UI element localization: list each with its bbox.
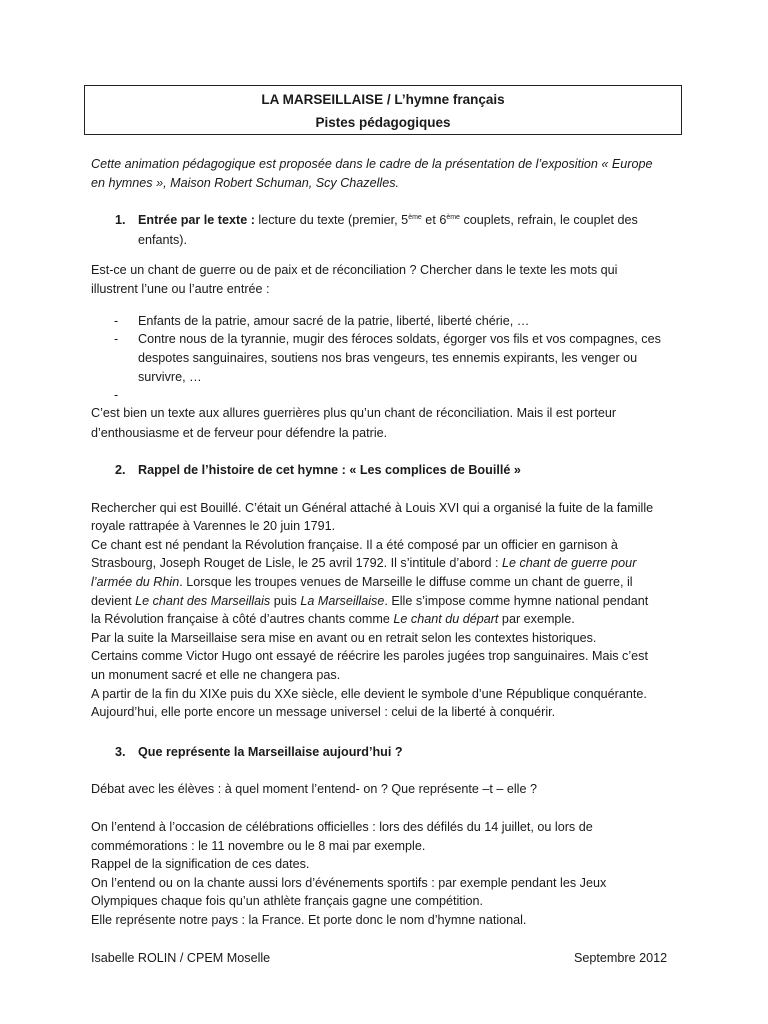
section-1-heading-line-2: enfants). — [138, 233, 188, 247]
bullet-2-line-3: survivre, … — [138, 370, 202, 384]
sup-2: ème — [446, 214, 460, 221]
bullet-1: Enfants de la patrie, amour sacré de la patrie, liberté, liberté chérie, … — [138, 314, 530, 328]
s2-line-12: Aujourd’hui, elle porte encore un message universel : celui de la liberté à conquérir. — [91, 705, 556, 719]
bullet-dash-2: - — [114, 332, 119, 346]
s2-line-11: A partir de la fin du XIXe puis du XXe siècle, elle devient le symbole d’une République conquérante. — [91, 687, 647, 701]
section-3-number: 3. — [115, 745, 126, 759]
s2-line-6 — [91, 592, 648, 610]
intro-line-2: en hymnes », Maison Robert Schuman, Scy Chazelles. — [91, 176, 399, 190]
document-title: LA MARSEILLAISE / L’hymne français — [261, 92, 505, 107]
s2-line-7c: par exemple. — [498, 612, 575, 626]
s2-line-6c: puis — [270, 594, 301, 608]
s3-line-2: commémorations : le 11 novembre ou le 8 mai par exemple. — [91, 839, 426, 853]
s3-line-1: On l’entend à l’occasion de célébrations officielles : lors des défilés du 14 juillet, ou lors de — [91, 820, 593, 834]
sup-1: ème — [408, 214, 422, 221]
section-1-text-b: et 6 — [421, 213, 447, 227]
section-2-heading: Rappel de l’histoire de cet hymne : « Les complices de Bouillé » — [138, 463, 521, 477]
section-3-heading: Que représente la Marseillaise aujourd’hui ? — [138, 745, 403, 759]
s2-line-4b: Le chant de guerre pour — [501, 556, 637, 570]
s2-line-1: Rechercher qui est Bouillé. C’était un Général attaché à Louis XVI qui a organisé la fuite de la famille — [91, 501, 654, 515]
s2-line-5b: . Lorsque les troupes venues de Marseille le diffuse comme un chant de guerre, il — [179, 575, 633, 589]
debate-line: Débat avec les élèves : à quel moment l’entend- on ? Que représente –t – elle ? — [91, 782, 537, 796]
s2-line-4 — [91, 554, 636, 572]
conclusion-line-2: d’enthousiasme et de ferveur pour défendre la patrie. — [91, 426, 388, 440]
document-subtitle: Pistes pédagogiques — [315, 115, 451, 130]
intro-line-1: Cette animation pédagogique est proposée dans le cadre de la présentation de l’exposition « Europe — [91, 157, 653, 171]
bullet-2-line-1: Contre nous de la tyrannie, mugir des féroces soldats, égorger vos fils et vos compagnes, ces — [138, 332, 661, 346]
section-1-number: 1. — [115, 213, 126, 227]
s2-line-5a: l’armée du Rhin — [91, 575, 180, 589]
s2-line-6b: Le chant des Marseillais — [135, 594, 271, 608]
bullet-dash-1: - — [114, 314, 119, 328]
question-line-1: Est-ce un chant de guerre ou de paix et de réconciliation ? Chercher dans le texte les mots qui — [91, 263, 618, 277]
s3-line-5: Olympiques chaque fois qu’un athlète français gagne une compétition. — [91, 894, 484, 908]
s2-line-7 — [91, 610, 575, 628]
question-line-2: illustrent l’une ou l’autre entrée : — [91, 282, 270, 296]
section-1-text-c: couplets, refrain, le couplet des — [459, 213, 638, 227]
s3-line-3: Rappel de la signification de ces dates. — [91, 857, 310, 871]
section-1-heading-prefix: Entrée par le texte : — [138, 213, 255, 227]
footer-author: Isabelle ROLIN / CPEM Moselle — [91, 951, 271, 965]
s2-line-6e: . Elle s’impose comme hymne national pendant — [384, 594, 649, 608]
s2-line-3: Ce chant est né pendant la Révolution française. Il a été composé par un officier en garnison à — [91, 538, 618, 552]
section-2-number: 2. — [115, 463, 126, 477]
s2-line-6d: La Marseillaise — [300, 594, 385, 608]
s2-line-2: royale rattrapée à Varennes le 20 juin 1791. — [91, 519, 336, 533]
s2-line-4a: Strasbourg, Joseph Rouget de Lisle, le 25 avril 1792. Il s’intitule d’abord : — [91, 556, 502, 570]
footer-date: Septembre 2012 — [574, 951, 668, 965]
s3-line-6: Elle représente notre pays : la France. Et porte donc le nom d’hymne national. — [91, 913, 527, 927]
section-1-heading — [138, 211, 638, 229]
s3-line-4: On l’entend ou on la chante aussi lors d’événements sportifs : par exemple pendant les Jeux — [91, 876, 607, 890]
bullet-2-line-2: despotes sanguinaires, soutiens nos bras vengeurs, tes ennemis expirants, les venger ou — [138, 351, 638, 365]
s2-line-9: Certains comme Victor Hugo ont essayé de réécrire les paroles jugées trop sanguinaires. Mais c’est — [91, 649, 648, 663]
title-box — [84, 85, 682, 135]
s2-line-6a: devient — [91, 594, 136, 608]
conclusion-line-1: C’est bien un texte aux allures guerrières plus qu’un chant de réconciliation. Mais il est porteur — [91, 406, 617, 420]
section-1-text-a: lecture du texte (premier, 5 — [254, 213, 409, 227]
s2-line-7a: la Révolution française à côté d’autres chants comme — [91, 612, 394, 626]
s2-line-8: Par la suite la Marseillaise sera mise en avant ou en retrait selon les contextes historiques. — [91, 631, 597, 645]
s2-line-5 — [91, 573, 633, 591]
bullet-dash-3: - — [114, 388, 119, 402]
s2-line-10: un monument sacré et elle ne changera pas. — [91, 668, 341, 682]
s2-line-7b: Le chant du départ — [393, 612, 499, 626]
